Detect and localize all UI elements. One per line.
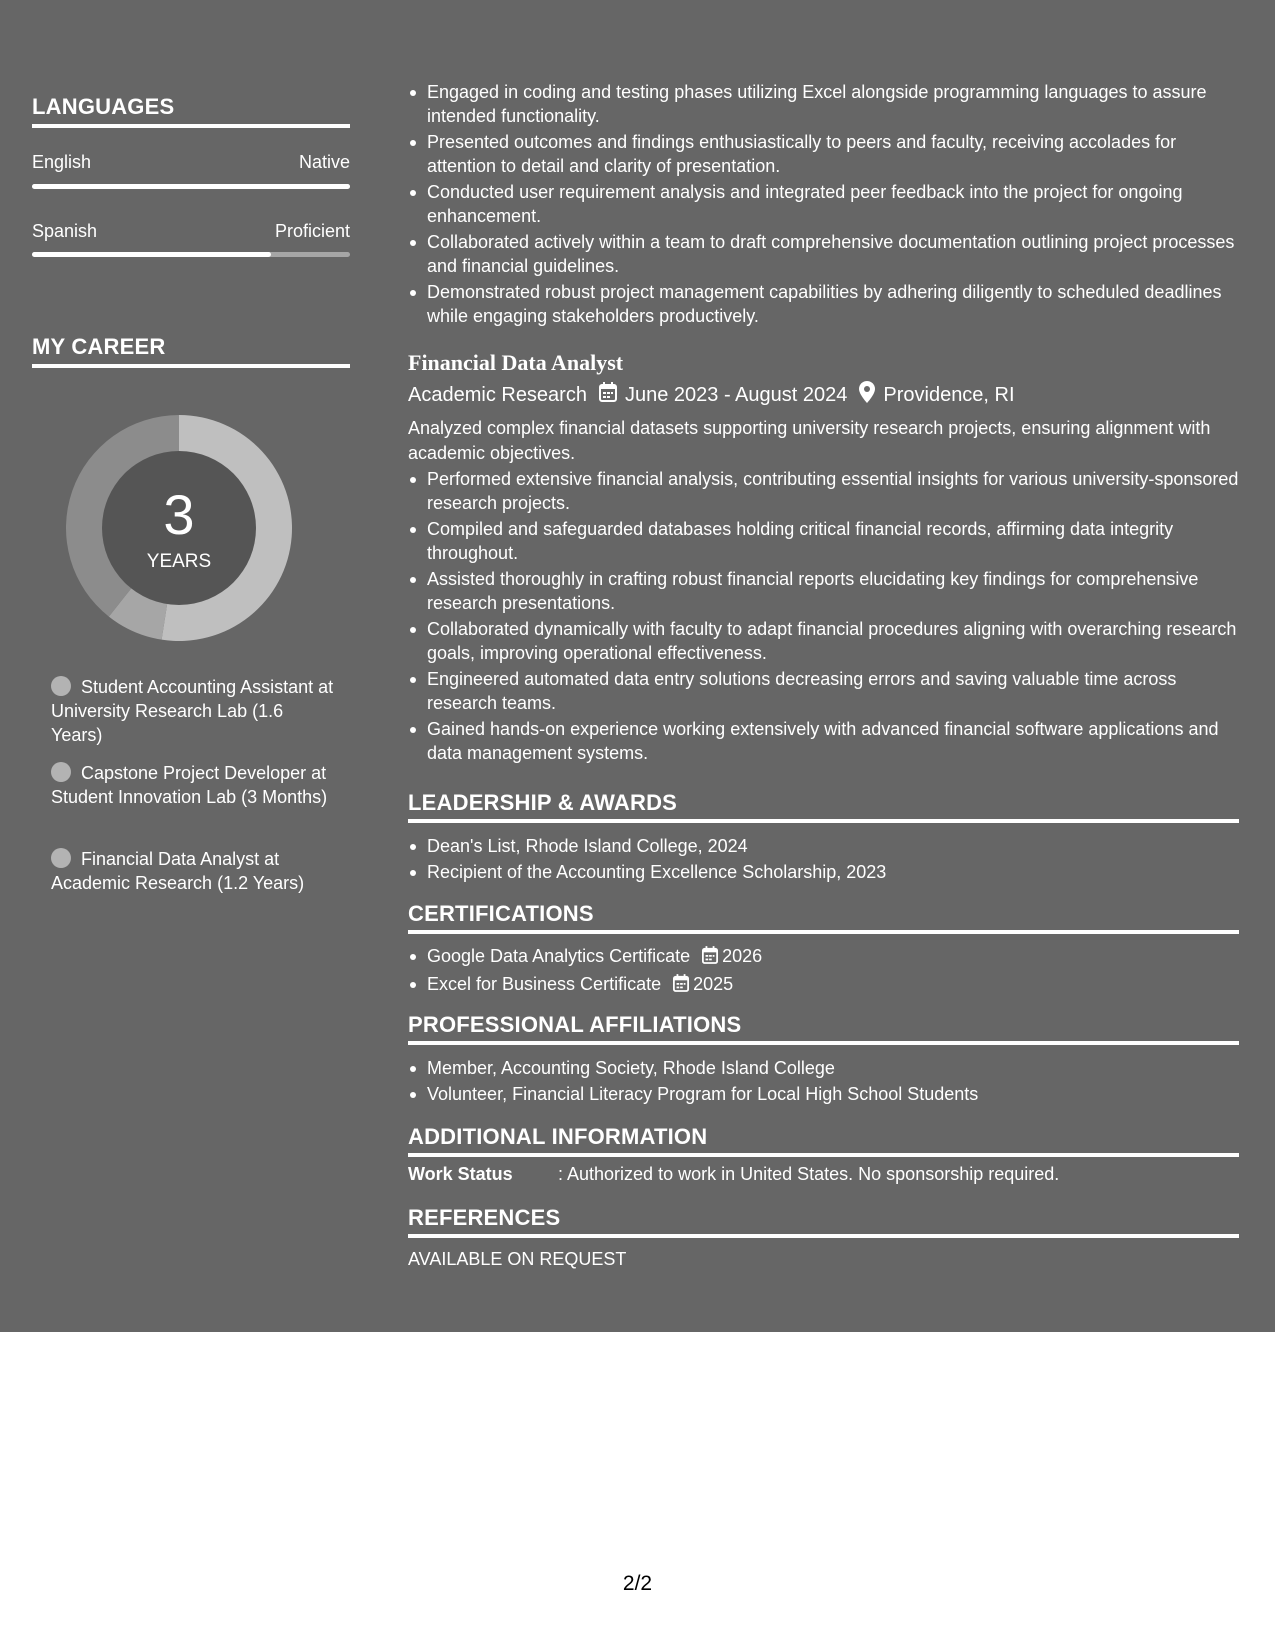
career-item: [51, 761, 336, 809]
job-location: Providence, RI: [883, 383, 1015, 406]
work-status-value: : Authorized to work in United States. No sponsorship required.: [558, 1164, 1060, 1184]
bullet-item: Member, Accounting Society, Rhode Island College: [408, 1056, 1239, 1080]
language-bar-english: [32, 184, 350, 189]
leadership-heading: LEADERSHIP & AWARDS: [408, 790, 1239, 823]
job-summary: Analyzed complex financial datasets supporting university research projects, ensuring alignment with academic objectives.: [408, 418, 1211, 463]
certification-name: Excel for Business Certificate: [427, 974, 662, 994]
certification-year: 2025: [693, 974, 734, 994]
career-years-unit: YEARS: [146, 551, 212, 572]
career-item: [51, 847, 336, 895]
language-bar-fill: [32, 252, 271, 257]
bullet-item: Recipient of the Accounting Excellence Scholarship, 2023: [408, 860, 1239, 884]
language-name: English: [32, 152, 92, 172]
additional-info-heading: ADDITIONAL INFORMATION: [408, 1124, 1239, 1157]
job-dates: June 2023 - August 2024: [624, 383, 848, 406]
certifications-heading: CERTIFICATIONS: [408, 901, 1239, 934]
bullet-item: Presented outcomes and findings enthusiastically to peers and faculty, receiving accolades for attention to detail and clarity of presentation.: [408, 130, 1239, 178]
leadership-list: [408, 834, 1239, 886]
bullet-item: Gained hands-on experience working extensively with advanced financial software applications and data management systems.: [408, 717, 1239, 765]
job-company: Academic Research: [408, 383, 587, 406]
certification-item: [408, 944, 1239, 970]
location-pin-icon: [859, 381, 875, 409]
job-meta: [408, 381, 1015, 409]
calendar-icon: [599, 382, 617, 408]
affiliations-heading: PROFESSIONAL AFFILIATIONS: [408, 1012, 1239, 1045]
language-name: Spanish: [32, 221, 98, 241]
job-bullets: [408, 467, 1239, 767]
references-heading: REFERENCES: [408, 1205, 1239, 1238]
bullet-item: Demonstrated robust project management capabilities by adhering diligently to scheduled deadlines while engaging stakeholders productively.: [408, 280, 1239, 328]
affiliations-list: [408, 1056, 1239, 1108]
references-text: AVAILABLE ON REQUEST: [408, 1249, 627, 1269]
certifications-list: [408, 944, 1239, 1000]
job-title: Financial Data Analyst: [408, 350, 624, 375]
bullet-item: Compiled and safeguarded databases holding critical financial records, affirming data integrity throughout.: [408, 517, 1239, 565]
bullet-item: Engineered automated data entry solutions decreasing errors and saving valuable time across research teams.: [408, 667, 1239, 715]
languages-heading: LANGUAGES: [32, 94, 350, 128]
bullet-item: Volunteer, Financial Literacy Program for Local High School Students: [408, 1082, 1239, 1106]
bullet-item: Collaborated actively within a team to draft comprehensive documentation outlining project processes and financial guidelines.: [408, 230, 1239, 278]
certification-name: Google Data Analytics Certificate: [427, 946, 691, 966]
career-heading: MY CAREER: [32, 334, 350, 368]
calendar-icon: [702, 946, 718, 970]
certification-item: [408, 972, 1239, 998]
bullet-item: Dean's List, Rhode Island College, 2024: [408, 834, 1239, 858]
language-row-english: [32, 152, 350, 173]
language-bar-fill: [32, 184, 350, 189]
career-dot-icon: [51, 848, 71, 868]
work-status-label: Work Status: [408, 1164, 513, 1184]
career-item-text: Student Accounting Assistant at University Research Lab (1.6 Years): [51, 677, 334, 745]
bullet-item: Assisted thoroughly in crafting robust financial reports elucidating key findings for comprehensive research presentations.: [408, 567, 1239, 615]
certification-year: 2026: [722, 946, 763, 966]
language-level: Proficient: [274, 221, 350, 241]
career-years-number: 3: [163, 483, 195, 546]
language-bar-spanish: [32, 252, 350, 257]
career-dot-icon: [51, 762, 71, 782]
page-number: 2/2: [622, 1572, 653, 1595]
career-item-text: Capstone Project Developer at Student Innovation Lab (3 Months): [51, 763, 328, 807]
career-dot-icon: [51, 676, 71, 696]
career-item: [51, 675, 336, 747]
work-status-row: [408, 1164, 1059, 1185]
bullet-item: Conducted user requirement analysis and integrated peer feedback into the project for ongoing enhancement.: [408, 180, 1239, 228]
career-item-text: Financial Data Analyst at Academic Research (1.2 Years): [51, 849, 305, 893]
language-row-spanish: [32, 221, 350, 242]
bullet-item: Engaged in coding and testing phases utilizing Excel alongside programming languages to assure intended functionality.: [408, 80, 1239, 128]
bullet-item: Collaborated dynamically with faculty to adapt financial procedures aligning with overarching research goals, improving operational effectiveness.: [408, 617, 1239, 665]
calendar-icon: [673, 974, 689, 998]
language-level: Native: [298, 152, 350, 172]
career-donut-chart: [66, 415, 292, 641]
previous-job-bullets: [408, 80, 1239, 330]
bullet-item: Performed extensive financial analysis, contributing essential insights for various university-sponsored research projects.: [408, 467, 1239, 515]
